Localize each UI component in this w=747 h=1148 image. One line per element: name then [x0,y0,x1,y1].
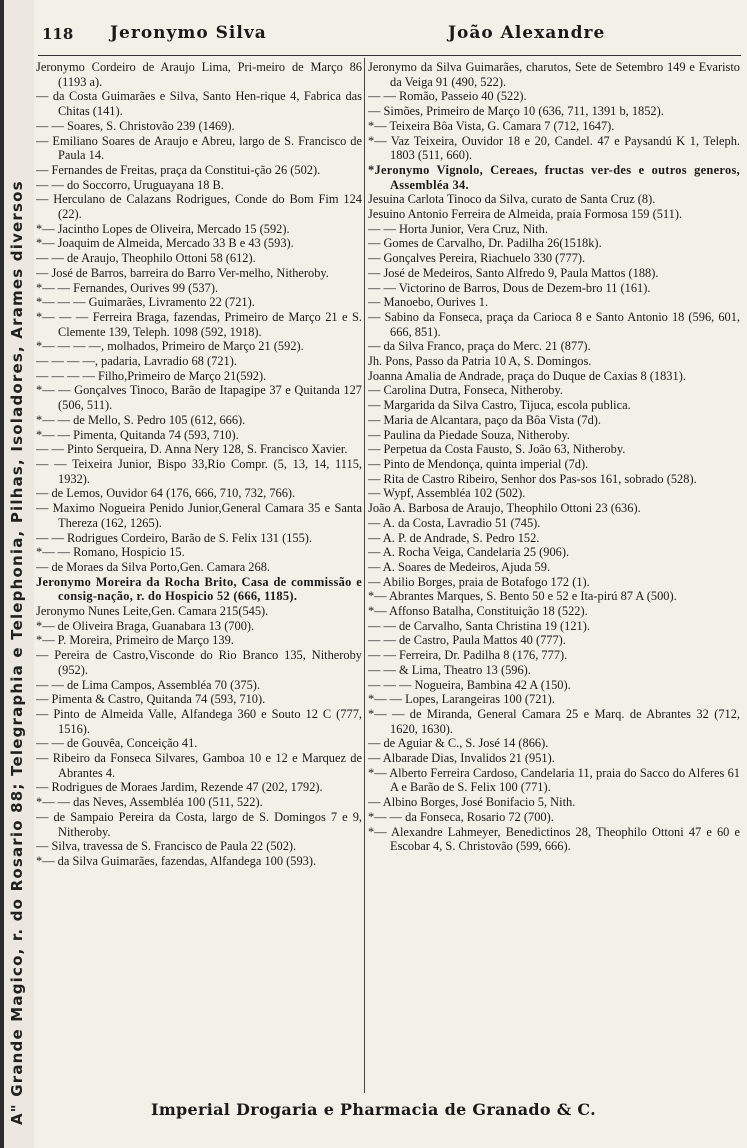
directory-entry: *— Joaquim de Almeida, Mercado 33 B e 43 (593). [36,236,294,251]
directory-entry: — Wypf, Assembléa 102 (502). [368,486,526,501]
directory-entry: — Pereira de Castro,Visconde do Rio Branco 135, Nitheroby (952). [36,648,362,677]
margin-advertisement-text: A" Grande Magico, r. do Rosario 88; Telegraphia e Telephonia, Pilhas, Isoladores, Arames diversos [8,180,26,1125]
directory-entry: *— — — Ferreira Braga, fazendas, Primeiro de Março 21 e S. Clemente 139, Teleph. 1098 (592, 1918). [36,309,362,339]
directory-entry: — Rodrigues de Moraes Jardim, Rezende 47 (202, 1792). [36,780,323,795]
page-header [38,23,738,49]
directory-entry: — A. da Costa, Lavradio 51 (745). [368,515,541,530]
directory-entry: — A. Rocha Veiga, Candelaria 25 (906). [368,545,570,560]
directory-entry: — — Victorino de Barros, Dous de Dezem-bro 11 (161). [368,280,651,295]
directory-entry: — — Romão, Passeio 40 (522). [368,89,527,104]
directory-entry: — Gomes de Carvalho, Dr. Padilha 26(1518k). [368,236,602,251]
directory-entry: — Emiliano Soares de Araujo e Abreu, largo de S. Francisco de Paula 14. [36,133,362,163]
directory-entry: — Pinto de Almeida Valle, Alfandega 360 e Souto 12 C (777, 1516). [36,706,362,736]
column-divider [364,58,365,1093]
directory-entry: — Gonçalves Pereira, Riachuelo 330 (777). [368,251,586,266]
directory-entry: — Silva, travessa de S. Francisco de Paula 22 (502). [36,839,297,854]
directory-entry: — — — — Filho,Primeiro de Março 21(592). [36,368,267,383]
directory-entry: Jesuina Carlota Tinoco da Silva, curato de Santa Cruz (8). [368,192,656,207]
directory-entry: — — de Lima Campos, Assembléa 70 (375). [36,677,261,692]
directory-entry: *— — Lopes, Larangeiras 100 (721). [368,692,555,707]
directory-entry: *— de Oliveira Braga, Guanabara 13 (700). [36,618,255,633]
directory-entry: — de Sampaio Pereira da Costa, largo de S. Domingos 7 e 9, Nitheroby. [36,809,362,839]
left-directory-column [36,60,362,1095]
directory-entry: — Simões, Primeiro de Março 10 (636, 711, 1391 b, 1852). [368,104,664,119]
directory-entry: *— — das Neves, Assembléa 100 (511, 522). [36,795,263,810]
directory-entry: — Paulina da Piedade Souza, Nitheroby. [368,427,570,442]
directory-entry: *— — Romano, Hospicio 15. [36,545,185,560]
directory-entry: *— Alberto Ferreira Cardoso, Candelaria 11, praia do Sacco do Alferes 61 A e Barão de S. Felix 100 (771). [368,765,740,795]
directory-entry: — — — Nogueira, Bambina 42 A (150). [368,677,571,692]
directory-entry: — — Pinto Serqueira, D. Anna Nery 128, S. Francisco Xavier. [36,442,348,457]
directory-entry: — — Ferreira, Dr. Padilha 8 (176, 777). [368,648,568,663]
left-running-heading: Jeronymo Silva [110,23,267,43]
directory-entry: *— Vaz Teixeira, Ouvidor 18 e 20, Candel. 47 e Paysandú K 1, Teleph. 1803 (511, 660). [368,133,740,163]
directory-entry: — de Moraes da Silva Porto,Gen. Camara 268. [36,559,270,574]
directory-entry: — Manoebo, Ourives 1. [368,295,489,310]
directory-entry: — Fernandes de Freitas, praça da Constitui-ção 26 (502). [36,162,321,177]
directory-entry: — Perpetua da Costa Fausto, S. João 63, Nitheroby. [368,442,626,457]
directory-entry: — Pinto de Mendonça, quinta imperial (7d). [368,456,589,471]
directory-entry: Jesuino Antonio Ferreira de Almeida, praia Formosa 159 (511). [368,207,683,222]
right-running-heading: João Alexandre [448,23,606,43]
directory-entry: Jeronymo Moreira da Rocha Brito, Casa de commissão e consig-nação, r. do Hospicio 52 (666, 1185). [36,574,362,604]
directory-entry: Jeronymo Nunes Leite,Gen. Camara 215(545). [36,604,269,619]
header-rule [38,55,741,56]
directory-entry: — — & Lima, Theatro 13 (596). [368,662,531,677]
directory-entry: — — Teixeira Junior, Bispo 33,Rio Compr. (5, 13, 14, 1115, 1932). [36,456,362,486]
directory-entry: *— Alexandre Lahmeyer, Benedictinos 28, Theophilo Ottoni 47 e 60 e Escobar 4, S. Christovão (599, 666). [368,824,740,854]
directory-entry: — — Soares, S. Christovão 239 (1469). [36,118,235,133]
directory-entry: — Abilio Borges, praia de Botafogo 172 (1). [368,574,590,589]
directory-entry: — — Rodrigues Cordeiro, Barão de S. Felix 131 (155). [36,530,313,545]
directory-entry: *— Affonso Batalha, Constituição 18 (522). [368,604,588,619]
directory-entry: *— Jacintho Lopes de Oliveira, Mercado 15 (592). [36,221,290,236]
directory-entry: *— — de Miranda, General Camara 25 e Marq. de Abrantes 32 (712, 1620, 1630). [368,706,740,736]
directory-entry: *Jeronymo Vignolo, Cereaes, fructas ver-des e outros generos, Assembléa 34. [368,162,740,192]
directory-entry: — José de Medeiros, Santo Alfredo 9, Paula Mattos (188). [368,265,659,280]
directory-entry: Joanna Amalia de Andrade, praça do Duque de Caxias 8 (1831). [368,368,686,383]
directory-entry: *— — — —, molhados, Primeiro de Março 21 (592). [36,339,304,354]
directory-entry: — Herculano de Calazans Rodrigues, Conde do Bom Fim 124 (22). [36,192,362,222]
directory-entry: *— P. Moreira, Primeiro de Março 139. [36,633,234,648]
directory-entry: — — Horta Junior, Vera Cruz, Nith. [368,221,548,236]
directory-entry: — Maximo Nogueira Penido Junior,General Camara 35 e Santa Thereza (162, 1265). [36,501,362,530]
directory-entry: — — de Gouvêa, Conceição 41. [36,736,198,751]
directory-entry: — Margarida da Silva Castro, Tijuca, escola publica. [368,398,631,413]
directory-entry: — — — —, padaria, Lavradio 68 (721). [36,354,237,369]
right-directory-column [368,60,740,1095]
directory-entry: *— — Fernandes, Ourives 99 (537). [36,280,219,295]
directory-entry: *— Abrantes Marques, S. Bento 50 e 52 e Ita-pirú 87 A (500). [368,589,677,604]
directory-entry: *— — de Mello, S. Pedro 105 (612, 666). [36,412,246,427]
margin-advertisement-strip [0,0,34,1148]
directory-entry: — Albarade Dias, Invalidos 21 (951). [368,751,555,766]
directory-entry: — Sabino da Fonseca, praça da Carioca 8 e Santo Antonio 18 (596, 601, 666, 851). [368,309,740,339]
directory-entry: — Maria de Alcantara, paço da Bôa Vista (7d). [368,412,601,427]
directory-entry: Jeronymo Cordeiro de Araujo Lima, Pri-meiro de Março 86 (1193 a). [36,60,362,89]
directory-entry: *— — Pimenta, Quitanda 74 (593, 710). [36,427,239,442]
footer-advertisement: Imperial Drogaria e Pharmacia de Granado & C. [151,1100,596,1119]
directory-entry: *— — Gonçalves Tinoco, Barão de Itapagipe 37 e Quitanda 127 (506, 511). [36,383,362,413]
directory-entry: — Pimenta & Castro, Quitanda 74 (593, 710). [36,692,266,707]
directory-entry: — — do Soccorro, Uruguayana 18 B. [36,177,224,192]
directory-entry: — da Costa Guimarães e Silva, Santo Hen-rique 4, Fabrica das Chitas (141). [36,89,362,119]
directory-entry: — A. Soares de Medeiros, Ajuda 59. [368,559,551,574]
directory-entry: *— Teixeira Bôa Vista, G. Camara 7 (712, 1647). [368,118,615,133]
directory-entry: Jeronymo da Silva Guimarães, charutos, Sete de Setembro 149 e Evaristo da Veiga 91 (490, 522). [368,60,740,89]
directory-entry: — — de Castro, Paula Mattos 40 (777). [368,633,566,648]
directory-entry: João A. Barbosa de Araujo, Theophilo Ottoni 23 (636). [368,501,641,516]
directory-entry: — Albino Borges, José Bonifacio 5, Nith. [368,795,576,810]
directory-entry: *— da Silva Guimarães, fazendas, Alfandega 100 (593). [36,853,317,868]
page-number: 118 [42,25,74,43]
directory-entry: *— — — Guimarães, Livramento 22 (721). [36,295,255,310]
directory-entry: — — de Araujo, Theophilo Ottoni 58 (612). [36,251,256,266]
directory-entry: Jh. Pons, Passo da Patria 10 A, S. Domingos. [368,354,592,369]
directory-entry: — Carolina Dutra, Fonseca, Nitheroby. [368,383,563,398]
directory-entry: — Rita de Castro Ribeiro, Senhor dos Pas-sos 161, sobrado (528). [368,471,697,486]
directory-entry: — Ribeiro da Fonseca Silvares, Gamboa 10 e 12 e Marquez de Abrantes 4. [36,751,362,780]
directory-entry: *— — da Fonseca, Rosario 72 (700). [368,809,554,824]
directory-entry: — — de Carvalho, Santa Christina 19 (121). [368,618,590,633]
directory-entry: — de Aguiar & C., S. José 14 (866). [368,736,549,751]
directory-entry: — de Lemos, Ouvidor 64 (176, 666, 710, 732, 766). [36,486,296,501]
directory-entry: — José de Barros, barreira do Barro Ver-melho, Nitheroby. [36,265,329,280]
directory-entry: — A. P. de Andrade, S. Pedro 152. [368,530,540,545]
directory-entry: — da Silva Franco, praça do Merc. 21 (877). [368,339,591,354]
